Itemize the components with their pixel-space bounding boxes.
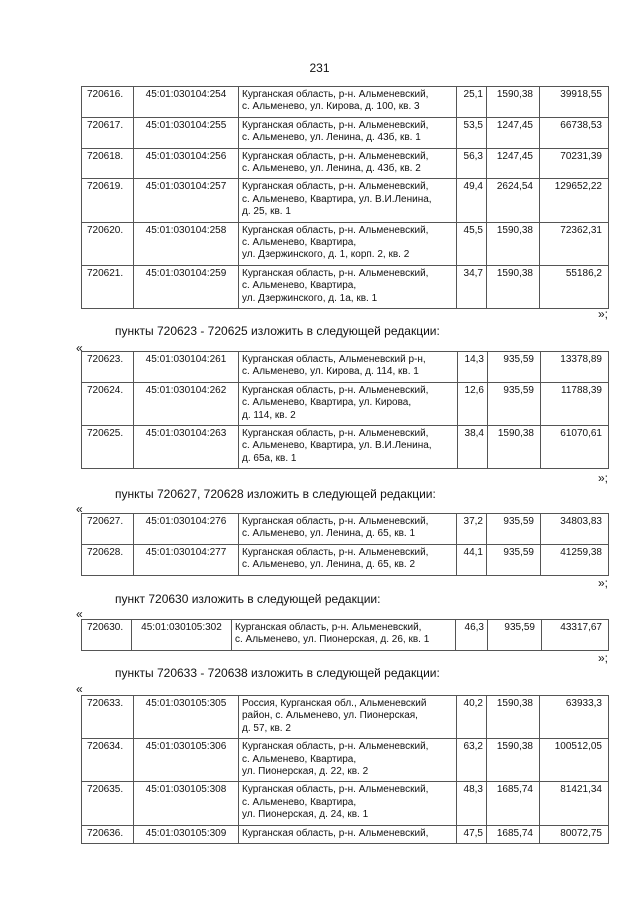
cadastral-number: 45:01:030104:277 [134, 544, 239, 575]
address-line: д. 25, кв. 1 [242, 206, 291, 218]
cadastral-cost: 72362,31 [540, 222, 609, 265]
cadastral-number: 45:01:030104:259 [134, 265, 239, 308]
registry-table-3 [81, 513, 609, 576]
cadastral-number: 45:01:030104:254 [134, 87, 239, 118]
address-line: Курганская область, р-н. Альменевский, [242, 89, 429, 100]
cadastral-cost: 70231,39 [540, 148, 609, 179]
page-number: 231 [309, 61, 330, 75]
rate: 1247,45 [487, 117, 540, 148]
address-line: д. 57, кв. 2 [242, 722, 291, 734]
area: 44,1 [457, 544, 487, 575]
address-line: д. 65а, кв. 1 [242, 452, 297, 464]
address-line: район, с. Альменево, ул. Пионерская, [242, 710, 418, 722]
row-number: 720623. [82, 352, 134, 383]
rate: 1590,38 [487, 696, 540, 739]
row-number: 720617. [82, 117, 134, 148]
registry-table-5 [81, 695, 609, 844]
address-line: ул. Пионерская, д. 22, кв. 2 [242, 766, 369, 778]
rate: 2624,54 [487, 179, 540, 222]
table-row [82, 696, 609, 739]
area: 48,3 [457, 782, 487, 825]
address [239, 544, 457, 575]
address-line: с. Альменево, Квартира, [242, 280, 357, 292]
opening-quote: « [76, 607, 83, 621]
table-row [82, 265, 609, 308]
address-line: с. Альменево, Квартира, ул. В.И.Ленина, [242, 440, 432, 452]
opening-quote: « [76, 502, 83, 516]
cadastral-number: 45:01:030105:302 [132, 620, 232, 651]
row-number: 720619. [82, 179, 134, 222]
cadastral-number: 45:01:030104:263 [134, 426, 239, 469]
rate: 1685,74 [487, 782, 540, 825]
address [239, 222, 457, 265]
cadastral-cost: 63933,3 [540, 696, 609, 739]
rate: 1590,38 [487, 87, 540, 118]
closing-quote: »; [597, 576, 608, 590]
address-line: Россия, Курганская обл., Альменевский [242, 698, 427, 709]
cadastral-cost: 13378,89 [541, 352, 609, 383]
cadastral-number: 45:01:030104:258 [134, 222, 239, 265]
rate: 1247,45 [487, 148, 540, 179]
table-row [82, 382, 609, 425]
cadastral-number: 45:01:030105:306 [134, 739, 239, 782]
rate: 1590,38 [488, 426, 541, 469]
amendment-heading: пункт 720630 изложить в следующей редакции: [115, 592, 381, 606]
cadastral-number: 45:01:030104:255 [134, 117, 239, 148]
address-line: с. Альменево, Квартира, ул. В.И.Ленина, [242, 193, 432, 205]
table-row [82, 426, 609, 469]
address [239, 179, 457, 222]
cadastral-number: 45:01:030104:257 [134, 179, 239, 222]
rate: 1590,38 [487, 265, 540, 308]
area: 38,4 [458, 426, 488, 469]
table-row [82, 87, 609, 118]
cadastral-number: 45:01:030104:256 [134, 148, 239, 179]
address [239, 148, 457, 179]
row-number: 720618. [82, 148, 134, 179]
address-line: Курганская область, р-н. Альменевский, [242, 784, 429, 796]
cadastral-number: 45:01:030104:276 [134, 514, 239, 545]
rate: 935,59 [488, 352, 541, 383]
address-line: Курганская область, р-н. Альменевский, [242, 546, 429, 558]
address [239, 739, 457, 782]
address-line: Курганская область, р-н. Альменевский, [235, 622, 422, 633]
rate: 1685,74 [487, 825, 540, 843]
address [232, 620, 456, 651]
address-line: с. Альменево, Квартира, ул. Кирова, [242, 397, 412, 409]
row-number: 720625. [82, 426, 134, 469]
address-line: с. Альменево, Квартира, [242, 796, 357, 808]
address-line: с. Альменево, Квартира, [242, 753, 357, 765]
cadastral-cost: 11788,39 [541, 382, 609, 425]
address [239, 117, 457, 148]
address-line: Курганская область, р-н. Альменевский, [242, 181, 429, 193]
address [239, 352, 458, 383]
cadastral-cost: 66738,53 [540, 117, 609, 148]
table-row [82, 352, 609, 383]
area: 12,6 [458, 382, 488, 425]
address-line: Курганская область, р-н. Альменевский, [242, 119, 429, 131]
closing-quote: »; [597, 307, 608, 321]
opening-quote: « [76, 682, 83, 696]
address [239, 265, 457, 308]
rate: 935,59 [488, 620, 542, 651]
address-line: ул. Дзержинского, д. 1а, кв. 1 [242, 292, 378, 304]
area: 53,5 [457, 117, 487, 148]
table-row [82, 179, 609, 222]
table-row [82, 514, 609, 545]
closing-quote: »; [597, 651, 608, 665]
address [239, 825, 457, 843]
closing-quote: »; [597, 471, 608, 485]
table-row [82, 782, 609, 825]
table-row [82, 825, 609, 843]
address-line: с. Альменево, ул. Ленина, д. 65, кв. 2 [242, 559, 416, 571]
rate: 935,59 [488, 382, 541, 425]
address [239, 382, 458, 425]
address-line: Курганская область, р-н. Альменевский, [242, 516, 429, 527]
rate: 1590,38 [487, 222, 540, 265]
address-line: с. Альменево, ул. Пионерская, д. 26, кв. 1 [235, 634, 430, 646]
area: 14,3 [458, 352, 488, 383]
address [239, 426, 458, 469]
amendment-heading: пункты 720623 - 720625 изложить в следующей редакции: [115, 324, 440, 338]
cadastral-cost: 43317,67 [542, 620, 609, 651]
address-line: ул. Дзержинского, д. 1, корп. 2, кв. 2 [242, 249, 410, 261]
cadastral-cost: 39918,55 [540, 87, 609, 118]
address-line: Курганская область, р-н. Альменевский, [242, 150, 429, 162]
area: 47,5 [457, 825, 487, 843]
row-number: 720624. [82, 382, 134, 425]
row-number: 720636. [82, 825, 134, 843]
cadastral-cost: 80072,75 [540, 825, 609, 843]
table-row [82, 544, 609, 575]
address-line: с. Альменево, ул. Ленина, д. 43б, кв. 2 [242, 163, 421, 175]
row-number: 720616. [82, 87, 134, 118]
table-row [82, 620, 609, 651]
area: 34,7 [457, 265, 487, 308]
table-row [82, 222, 609, 265]
address-line: с. Альменево, ул. Ленина, д. 65, кв. 1 [242, 528, 416, 540]
address-line: Курганская область, р-н. Альменевский, [242, 224, 429, 236]
address-line: с. Альменево, ул. Кирова, д. 100, кв. 3 [242, 101, 420, 113]
table-row [82, 148, 609, 179]
cadastral-cost: 55186,2 [540, 265, 609, 308]
row-number: 720633. [82, 696, 134, 739]
cadastral-cost: 61070,61 [541, 426, 609, 469]
address-line: ул. Пионерская, д. 24, кв. 1 [242, 809, 369, 821]
address-line: с. Альменево, ул. Ленина, д. 43б, кв. 1 [242, 132, 421, 144]
area: 49,4 [457, 179, 487, 222]
address-line: с. Альменево, Квартира, [242, 237, 357, 249]
cadastral-cost: 100512,05 [540, 739, 609, 782]
address-line: Курганская область, Альменевский р-н, [242, 354, 426, 365]
cadastral-cost: 129652,22 [540, 179, 609, 222]
cadastral-cost: 41259,38 [541, 544, 609, 575]
address [239, 87, 457, 118]
amendment-heading: пункты 720633 - 720638 изложить в следующей редакции: [115, 666, 440, 680]
address-line: Курганская область, р-н. Альменевский, [242, 428, 429, 440]
area: 46,3 [456, 620, 488, 651]
cadastral-number: 45:01:030105:305 [134, 696, 239, 739]
address [239, 782, 457, 825]
cadastral-cost: 81421,34 [540, 782, 609, 825]
row-number: 720627. [82, 514, 134, 545]
area: 40,2 [457, 696, 487, 739]
table-row [82, 739, 609, 782]
area: 37,2 [457, 514, 487, 545]
registry-table-2 [81, 351, 609, 469]
row-number: 720634. [82, 739, 134, 782]
address-line: Курганская область, р-н. Альменевский, [242, 384, 429, 396]
opening-quote: « [76, 341, 83, 355]
row-number: 720628. [82, 544, 134, 575]
rate: 935,59 [487, 544, 541, 575]
row-number: 720630. [82, 620, 132, 651]
area: 56,3 [457, 148, 487, 179]
area: 25,1 [457, 87, 487, 118]
address-line: Курганская область, р-н. Альменевский, [242, 741, 429, 753]
area: 45,5 [457, 222, 487, 265]
address [239, 514, 457, 545]
address-line: с. Альменево, ул. Кирова, д. 114, кв. 1 [242, 366, 419, 378]
cadastral-number: 45:01:030104:261 [134, 352, 239, 383]
cadastral-number: 45:01:030104:262 [134, 382, 239, 425]
registry-table-4 [81, 619, 609, 651]
cadastral-number: 45:01:030105:309 [134, 825, 239, 843]
rate: 935,59 [487, 514, 541, 545]
address [239, 696, 457, 739]
cadastral-number: 45:01:030105:308 [134, 782, 239, 825]
registry-table-1 [81, 86, 609, 309]
rate: 1590,38 [487, 739, 540, 782]
row-number: 720621. [82, 265, 134, 308]
address-line: д. 114, кв. 2 [242, 409, 296, 421]
address-line: Курганская область, р-н. Альменевский, [242, 827, 429, 839]
address-line: Курганская область, р-н. Альменевский, [242, 267, 429, 279]
table-row [82, 117, 609, 148]
row-number: 720635. [82, 782, 134, 825]
amendment-heading: пункты 720627, 720628 изложить в следующей редакции: [115, 487, 436, 501]
cadastral-cost: 34803,83 [541, 514, 609, 545]
row-number: 720620. [82, 222, 134, 265]
area: 63,2 [457, 739, 487, 782]
